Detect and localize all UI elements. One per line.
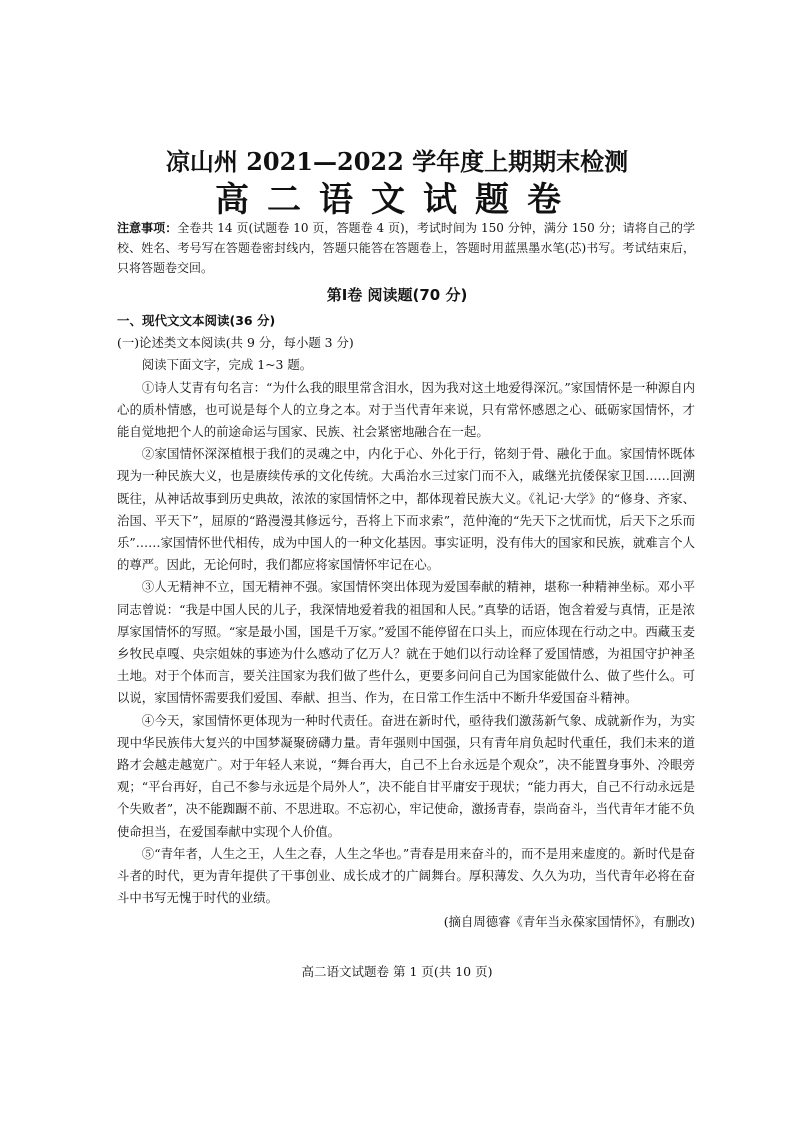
paragraph-5: ⑤“青年者，人生之王，人生之春，人生之华也。”青春是用来奋斗的，而不是用来虚度的。新时代是奋斗者的时代，更为青年提供了干事创业、成长成才的广阔舞台。厚积薄发、久久为功，当代青年必将在奋斗中书写无愧于时代的业绩。 <box>117 845 695 906</box>
reading-section <box>117 310 695 934</box>
notice-label: 注意事项： <box>117 221 178 235</box>
paper-subtitle: 高二语文试题卷 <box>215 180 579 220</box>
section-heading: 一、现代文文本阅读(36 分) <box>117 313 276 328</box>
exam-notice <box>117 218 695 278</box>
subsection-heading: (一)论述类文本阅读(共 9 分，每小题 3 分) <box>117 335 354 351</box>
paragraph-1: ①诗人艾青有句名言：“为什么我的眼里常含泪水，因为我对这土地爱得深沉。”家国情怀是一种源自内心的质朴情感，也可说是每个人的立身之本。对于当代青年来说，只有常怀感恩之心、砥砺家国情怀，才能自觉地把个人的前途命运与国家、民族、社会紧密地融合在一起。 <box>117 379 695 440</box>
paragraph-3: ③人无精神不立，国无精神不强。家国情怀突出体现为爱国奉献的精神，堪称一种精神坐标。邓小平同志曾说：“我是中国人民的儿子，我深情地爱着我的祖国和人民。”真挚的话语，饱含着爱与真情，正是浓厚家国情怀的写照。“家是最小国，国是千万家。”爱国不能停留在口头上，而应体现在行动之中。西藏玉麦乡牧民卓嘎、央宗姐妹的事迹为什么感动了亿万人？就在于她们以行动诠释了爱国情感，为祖国守护神圣土地。对于个体而言，要关注国家为我们做了些什么，更要多问问自己为国家能做什么、做了些什么。可以说，家国情怀需要我们爱国、奉献、担当、作为，在日常工作生活中不断升华爱国奋斗精神。 <box>117 579 695 706</box>
notice-text: 全卷共 14 页(试题卷 10 页，答题卷 4 页)，考试时间为 150 分钟，满分 150 分；请将自己的学校、姓名、考号写在答题卷密封线内，答题只能答在答题卷上，答题时用蓝黑墨水笔(芯)书写。考试结束后，只将答题卷交回。 <box>117 221 695 275</box>
paragraph-4: ④今天，家国情怀更体现为一种时代责任。奋进在新时代，亟待我们激荡新气象、成就新作为，为实现中华民族伟大复兴的中国梦凝聚磅礴力量。青年强则中国强，只有青年肩负起时代重任，我们未来的道路才会越走越宽广。对于年轻人来说，“舞台再大，自己不上台永远是个观众”，决不能置身事外、冷眼旁观；“平台再好，自己不参与永远是个局外人”，决不能自甘平庸安于现状；“能力再大，自己不行动永远是个失败者”，决不能踟蹰不前、不思进取。不忘初心，牢记使命，激扬青春，崇尚奋斗，当代青年才能不负使命担当，在爱国奉献中实现个人价值。 <box>117 712 695 839</box>
paragraph-2: ②家国情怀深深植根于我们的灵魂之中，内化于心、外化于行，铭刻于骨、融化于血。家国情怀既体现为一种民族大义，也是赓续传承的文化传统。大禹治水三过家门而不入，戚继光抗倭保家卫国……回溯既往，从神话故事到历史典故，浓浓的家国情怀之中，都体现着民族大义。《礼记·大学》的“修身、齐家、治国、平天下”，屈原的“路漫漫其修远兮，吾将上下而求索”，范仲淹的“先天下之忧而忧，后天下之乐而乐”……家国情怀世代相传，成为中国人的一种文化基因。事实证明，没有伟大的国家和民族，就难言个人的尊严。因此，无论何时，我们都应将家国情怀牢记在心。 <box>117 446 695 573</box>
source-citation: (摘自周德睿《青年当永葆家国情怀》，有删改) <box>443 914 695 930</box>
page-footer: 高二语文试题卷 第 1 页(共 10 页) <box>301 964 493 979</box>
exam-title: 凉山州 2021—2022 学年度上期期末检测 <box>165 147 629 176</box>
part-title: 第Ⅰ卷 阅读题(70 分) <box>326 286 468 304</box>
instruction: 阅读下面文字，完成 1~3 题。 <box>141 357 313 373</box>
